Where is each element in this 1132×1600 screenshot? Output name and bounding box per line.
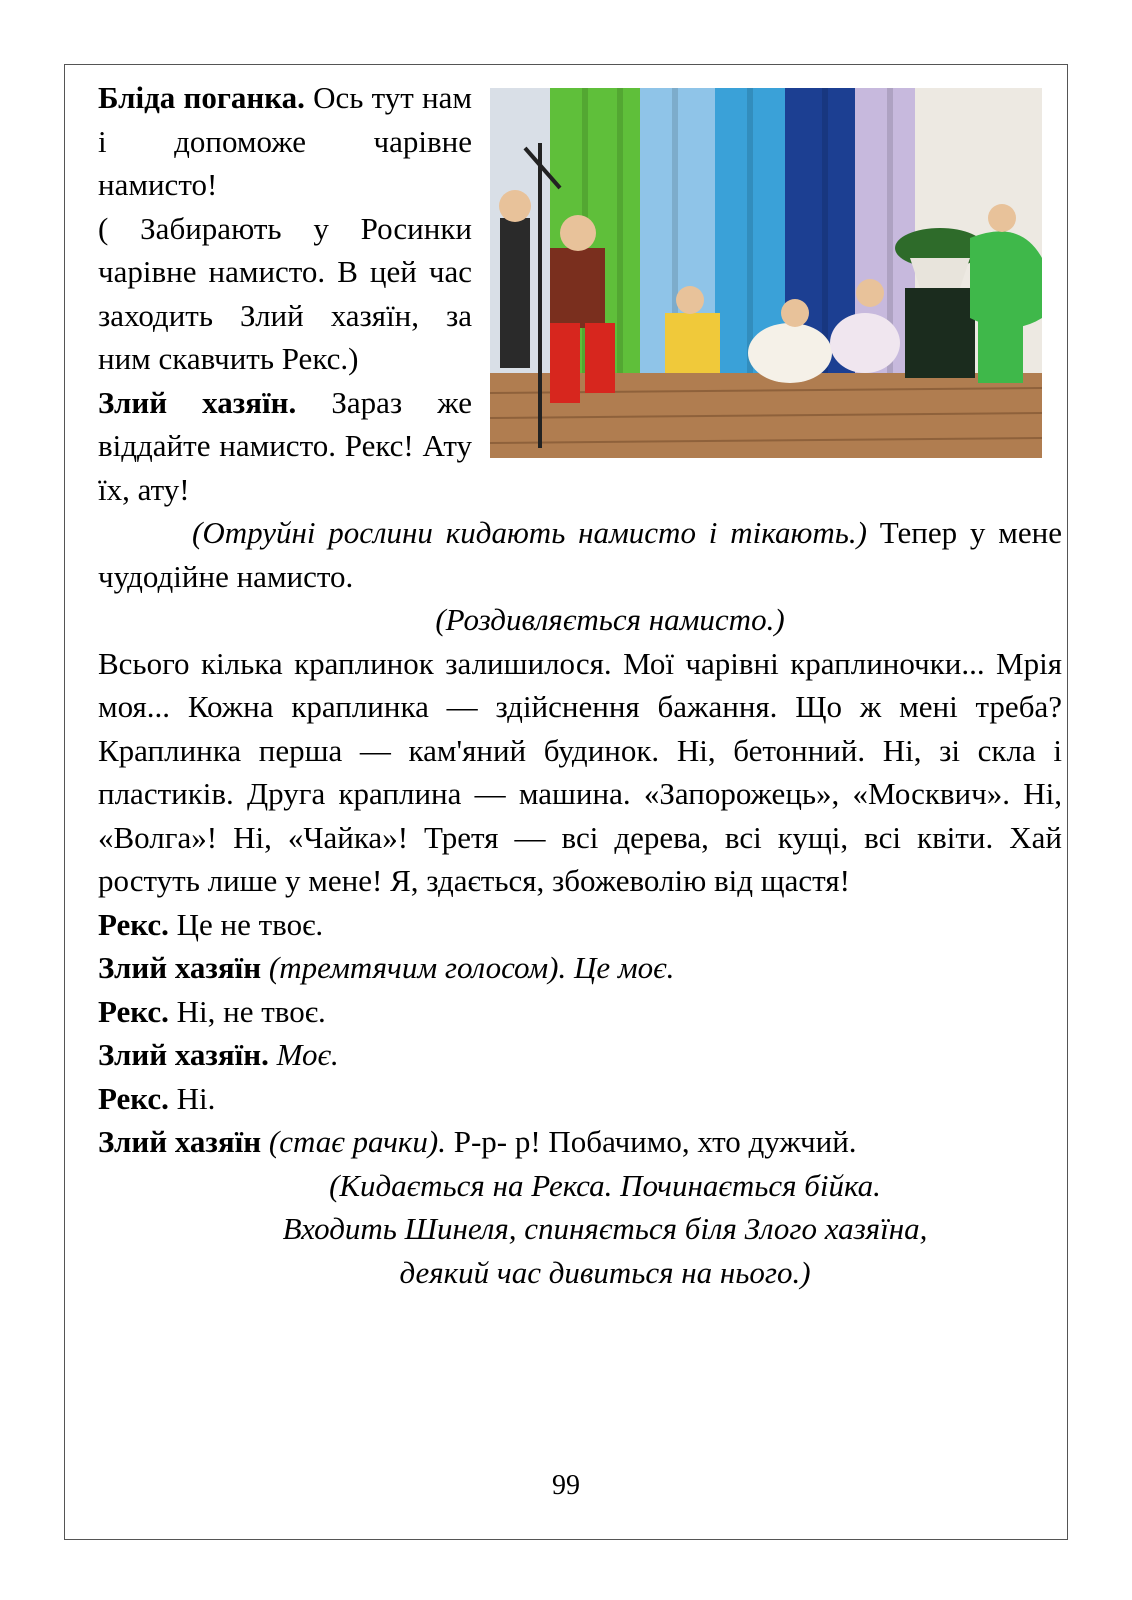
stage-direction: деякий час дивиться на нього.) [399, 1254, 811, 1290]
line-text: Ось тут нам і допоможе чарівне намисто! [98, 80, 473, 202]
stage-direction: (стає рачки). [261, 1124, 446, 1159]
page-number: 99 [552, 1470, 580, 1501]
line-text: Р-р- р! Побачимо, хто дужчий. [445, 1124, 857, 1159]
monologue: Всього кілька краплинок залишилося. Мої чарівні краплиночки... Мрія моя... Кожна краплинка — здійснення бажання. Що ж мені треба? Краплинка перша — кам'яний будинок. Ні, бетонний. Ні, зі скла і пластиків. Друга краплина — машина. «Запорожець», «Москвич». Ні, «Волга»! Ні, «Чайка»! Третя — всі дерева, всі кущі, всі квіти. Хай ростуть лише у мене! Я, здається, збожеволію від щастя! [98, 645, 1062, 898]
line-text: Моє. [268, 1037, 339, 1072]
stage-direction: (Кидається на Рекса. Починається бійка. [329, 1167, 881, 1203]
stage-direction: Входить Шинеля, спиняється біля Злого хазяїна, [282, 1211, 928, 1246]
line-text: Це не твоє. [168, 906, 324, 942]
stage-direction: (Роздивляється намисто.) [435, 602, 785, 637]
page-content [98, 76, 1062, 1294]
stage-direction: ( Забирають у Росинки чарівне намисто. В цей час заходить Злий хазяїн, за ним скавчить Рекс.) [98, 210, 472, 376]
speaker-evil-master: Злий хазяїн [98, 950, 262, 985]
speaker-rex: Рекс. [98, 1080, 169, 1116]
line-text: Ні. [168, 1080, 216, 1116]
speaker-pale-toadstool: Бліда поганка. [98, 80, 305, 115]
stage-photo [490, 88, 1042, 458]
speaker-evil-master: Злий хазяїн. [98, 384, 297, 420]
stage-direction: (тремтячим голосом). Це моє. [261, 950, 675, 985]
speaker-evil-master: Злий хазяїн. [98, 1037, 269, 1072]
speaker-rex: Рекс. [98, 906, 169, 942]
line-text: Зараз же віддайте намисто. Рекс! Ату їх, ату! [98, 384, 472, 507]
speaker-evil-master: Злий хазяїн [98, 1124, 262, 1159]
stage-direction: (Отруйні рослини кидають намисто і тікають.) [192, 515, 867, 550]
line-text: Тепер у мене чудодійне намисто. [98, 515, 1062, 594]
stage-photo-illustration [490, 88, 1042, 458]
line-text: Ні, не твоє. [168, 993, 326, 1029]
speaker-rex: Рекс. [98, 993, 169, 1029]
